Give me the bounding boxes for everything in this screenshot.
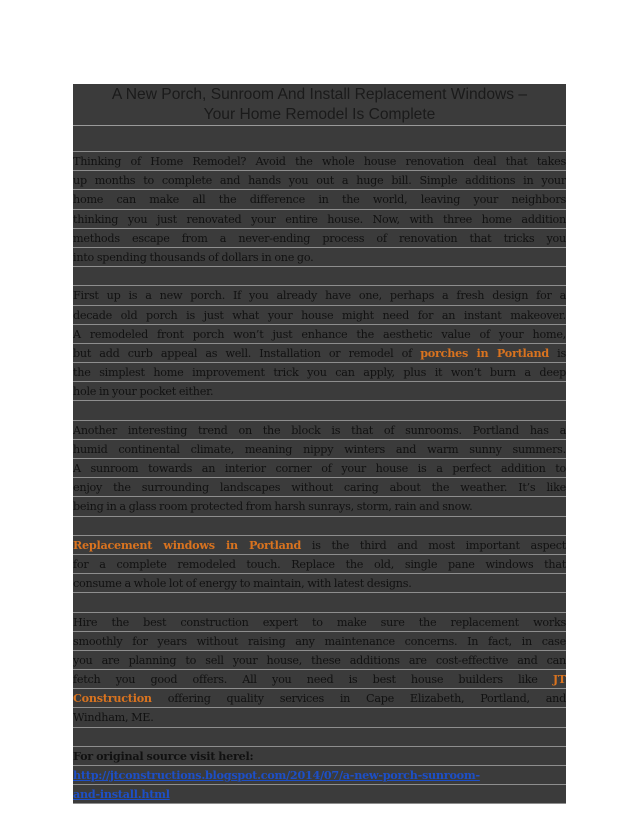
paragraph-porch	[73, 285, 566, 400]
title-line-2: Your Home Remodel Is Complete	[203, 106, 436, 123]
paragraph-windows	[73, 535, 566, 593]
source-url-line	[73, 765, 566, 784]
source-label: For original source visit herel:	[73, 746, 566, 765]
text-line	[73, 535, 566, 554]
text-line: smoothly for years without raising any maintenance concerns. In fact, in case	[73, 631, 566, 650]
text-line: into spending thousands of dollars in one go.	[73, 247, 566, 266]
text-segment: fetch you good offers. All you need is best house builders like	[73, 673, 553, 687]
document-body	[73, 84, 566, 804]
text-line: First up is a new porch. If you already have one, perhaps a fresh design for a	[73, 285, 566, 304]
text-segment: is	[548, 346, 566, 360]
text-line: for a complete remodeled touch. Replace the old, single pane windows that	[73, 554, 566, 573]
text-line: decade old porch is just what your house might need for an instant makeover.	[73, 305, 566, 324]
text-line: Windham, ME.	[73, 707, 566, 726]
source-url-link[interactable]: http://jtconstructions.blogspot.com/2014/07/a-new-porch-sunroom-	[73, 768, 480, 782]
paragraph-sunroom	[73, 420, 566, 516]
text-line: humid continental climate, meaning nippy winters and warm sunny summers.	[73, 439, 566, 458]
blank-row	[73, 516, 566, 535]
text-line: enjoy the surrounding landscapes without caring about the weather. It’s like	[73, 477, 566, 496]
text-line: consume a whole lot of energy to maintain, with latest designs.	[73, 573, 566, 592]
jt-construction-link[interactable]: JT	[552, 672, 566, 687]
paragraph-hire	[73, 612, 566, 727]
blank-row	[73, 400, 566, 419]
title-line-1: A New Porch, Sunroom And Install Replacement Windows –	[111, 86, 528, 103]
text-line: Thinking of Home Remodel? Avoid the whole house renovation deal that takes	[73, 151, 566, 170]
source-block	[73, 746, 566, 805]
paragraph-intro	[73, 151, 566, 266]
text-line: Another interesting trend on the block is that of sunrooms. Portland has a	[73, 420, 566, 439]
blank-row	[73, 727, 566, 746]
text-segment: offering quality services in Cape Elizabeth, Portland, and	[151, 692, 566, 706]
porches-link[interactable]: porches in Portland	[420, 345, 549, 360]
text-line: Hire the best construction expert to make sure the replacement works	[73, 612, 566, 631]
source-url-line	[73, 784, 566, 804]
text-line: hole in your pocket either.	[73, 381, 566, 400]
text-line: the simplest home improvement trick you can apply, plus it won’t burn a deep	[73, 362, 566, 381]
text-line: up months to complete and hands you out a huge bill. Simple additions in your	[73, 170, 566, 189]
text-segment: is the third and most important aspect	[301, 538, 566, 552]
text-line: you are planning to sell your house, these additions are cost-effective and can	[73, 650, 566, 669]
text-line: being in a glass room protected from harsh sunrays, storm, rain and snow.	[73, 496, 566, 515]
blank-row	[73, 592, 566, 611]
text-line: home can make all the difference in the world, leaving your neighbors	[73, 189, 566, 208]
text-line: A sunroom towards an interior corner of your house is a perfect addition to	[73, 458, 566, 477]
jt-construction-link[interactable]: Construction	[73, 691, 152, 706]
source-url-link[interactable]: and-install.html	[73, 787, 170, 802]
text-line	[73, 343, 566, 362]
text-line: A remodeled front porch won’t just enhance the aesthetic value of your home,	[73, 324, 566, 343]
replacement-windows-link[interactable]: Replacement windows in Portland	[73, 537, 302, 552]
text-segment: but add curb appeal as well. Installation or remodel of	[73, 346, 421, 360]
text-line	[73, 688, 566, 707]
text-line	[73, 669, 566, 688]
blank-row	[73, 266, 566, 285]
blank-row	[73, 125, 566, 151]
text-line: thinking you just renovated your entire house. Now, with three home addition	[73, 209, 566, 228]
text-line: methods escape from a never-ending process of renovation that tricks you	[73, 228, 566, 247]
page-title	[73, 84, 566, 125]
